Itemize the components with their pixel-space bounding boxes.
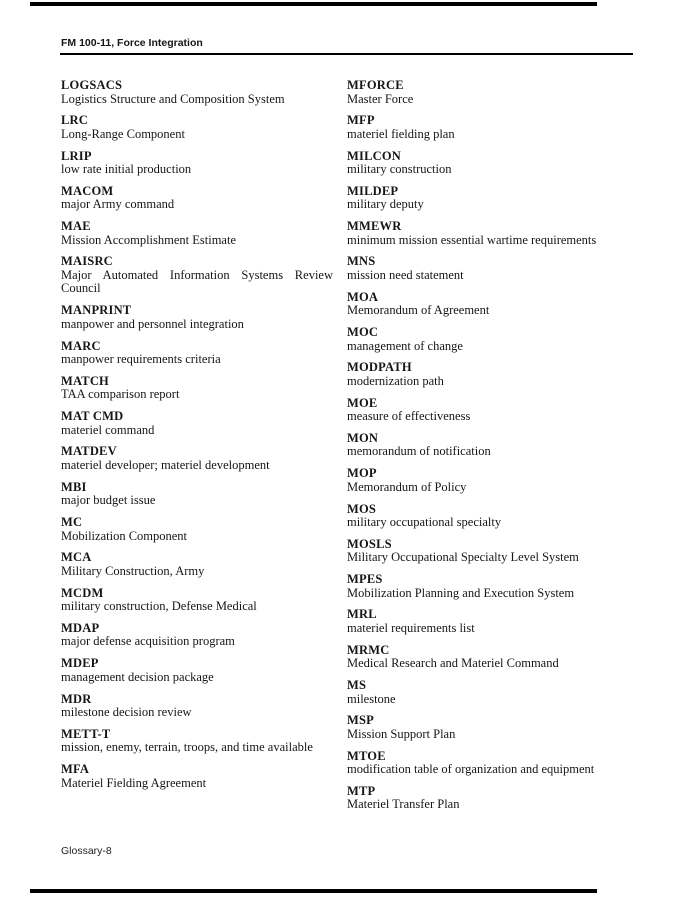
glossary-entry: [347, 255, 619, 282]
glossary-definition: Mobilization Planning and Execution System: [347, 585, 575, 600]
glossary-term: MTOE: [347, 748, 386, 763]
glossary-entry: [347, 467, 619, 494]
glossary-definition: mission need statement: [347, 267, 464, 282]
glossary-entry: [61, 304, 333, 331]
glossary-columns: [61, 79, 619, 820]
glossary-definition: Mission Support Plan: [347, 726, 456, 741]
glossary-term: MDR: [61, 691, 92, 706]
glossary-definition: military construction, Defense Medical: [61, 599, 257, 614]
glossary-definition: Military Construction, Army: [61, 563, 205, 578]
glossary-definition: military construction: [347, 162, 452, 177]
glossary-term: LRC: [61, 113, 88, 128]
glossary-entry: [61, 693, 333, 720]
glossary-entry: [61, 255, 333, 296]
glossary-entry: [347, 750, 619, 777]
glossary-column-right: [347, 79, 619, 820]
glossary-term: MFORCE: [347, 78, 404, 92]
glossary-definition: Memorandum of Agreement: [347, 303, 490, 318]
glossary-entry: [61, 763, 333, 790]
glossary-entry: [61, 516, 333, 543]
glossary-term: MAT CMD: [61, 409, 124, 424]
glossary-entry: [347, 185, 619, 212]
glossary-term: MFA: [61, 762, 90, 777]
glossary-definition: milestone: [347, 691, 396, 706]
glossary-definition: Long-Range Component: [61, 126, 185, 141]
glossary-term: MDEP: [61, 656, 99, 671]
glossary-entry: [61, 587, 333, 614]
glossary-term: MCA: [61, 550, 92, 565]
glossary-entry: [61, 622, 333, 649]
glossary-definition: modification table of organization and equipment: [347, 762, 595, 777]
glossary-entry: [61, 340, 333, 367]
glossary-entry: [347, 573, 619, 600]
glossary-term: MNS: [347, 254, 376, 269]
glossary-entry: [61, 185, 333, 212]
glossary-entry: [347, 326, 619, 353]
glossary-term: MMEWR: [347, 219, 402, 234]
glossary-entry: [61, 150, 333, 177]
glossary-term: MAE: [61, 219, 91, 234]
glossary-term: MODPATH: [347, 360, 412, 375]
glossary-term: MSP: [347, 713, 374, 728]
scan-artifact-top-bar: [30, 2, 597, 6]
glossary-term: MBI: [61, 479, 87, 494]
glossary-definition: military deputy: [347, 197, 424, 212]
glossary-term: METT-T: [61, 726, 111, 741]
glossary-definition: Medical Research and Materiel Command: [347, 656, 559, 671]
glossary-definition: modernization path: [347, 373, 444, 388]
glossary-entry: [347, 220, 619, 247]
glossary-definition: Memorandum of Policy: [347, 479, 467, 494]
glossary-term: MANPRINT: [61, 303, 132, 318]
glossary-term: MTP: [347, 783, 376, 798]
glossary-entry: [61, 410, 333, 437]
glossary-term: MOE: [347, 395, 378, 410]
glossary-definition: memorandum of notification: [347, 444, 491, 459]
glossary-term: MPES: [347, 572, 383, 587]
glossary-definition: major budget issue: [61, 493, 156, 508]
glossary-entry: [347, 714, 619, 741]
glossary-entry: [61, 79, 333, 106]
glossary-entry: [61, 481, 333, 508]
glossary-definition: manpower requirements criteria: [61, 352, 221, 367]
glossary-column-left: [61, 79, 333, 820]
glossary-term: MOA: [347, 289, 379, 304]
glossary-definition: military occupational specialty: [347, 515, 502, 530]
glossary-definition: mission, enemy, terrain, troops, and time available: [61, 740, 313, 755]
scan-artifact-bottom-bar: [30, 889, 597, 893]
glossary-definition: Master Force: [347, 91, 414, 106]
footer-page-number: Glossary-8: [61, 845, 112, 857]
glossary-entry: [347, 538, 619, 565]
glossary-definition: minimum mission essential wartime requirements: [347, 232, 597, 247]
glossary-definition: measure of effectiveness: [347, 409, 471, 424]
glossary-entry: [61, 445, 333, 472]
glossary-entry: [347, 503, 619, 530]
glossary-definition: Materiel Transfer Plan: [347, 797, 460, 812]
header-rule: [60, 53, 633, 55]
glossary-entry: [61, 657, 333, 684]
glossary-entry: [347, 397, 619, 424]
glossary-definition: Major Automated Information Systems Review Council: [61, 267, 333, 296]
glossary-term: LRIP: [61, 148, 92, 163]
glossary-definition: manpower and personnel integration: [61, 316, 244, 331]
glossary-definition: materiel command: [61, 422, 155, 437]
glossary-definition: Military Occupational Specialty Level System: [347, 550, 579, 565]
glossary-term: MON: [347, 430, 379, 445]
glossary-term: MC: [61, 515, 83, 530]
glossary-term: MATDEV: [61, 444, 117, 459]
glossary-definition: management of change: [347, 338, 463, 353]
glossary-entry: [61, 551, 333, 578]
glossary-entry: [61, 375, 333, 402]
glossary-entry: [61, 728, 333, 755]
glossary-entry: [347, 361, 619, 388]
glossary-definition: TAA comparison report: [61, 387, 180, 402]
glossary-entry: [347, 644, 619, 671]
glossary-entry: [347, 608, 619, 635]
glossary-term: MCDM: [61, 585, 104, 600]
glossary-entry: [347, 291, 619, 318]
glossary-term: MILDEP: [347, 183, 399, 198]
glossary-entry: [347, 432, 619, 459]
glossary-term: MRMC: [347, 642, 390, 657]
glossary-entry: [347, 79, 619, 106]
glossary-definition: low rate initial production: [61, 162, 192, 177]
glossary-term: MAISRC: [61, 254, 113, 269]
glossary-definition: Materiel Fielding Agreement: [61, 775, 207, 790]
glossary-term: MOSLS: [347, 536, 392, 551]
glossary-definition: milestone decision review: [61, 705, 192, 720]
glossary-term: MS: [347, 678, 367, 693]
glossary-term: MOC: [347, 325, 379, 340]
glossary-term: MOS: [347, 501, 377, 516]
glossary-definition: major Army command: [61, 197, 175, 212]
glossary-term: MOP: [347, 466, 377, 481]
glossary-definition: management decision package: [61, 669, 214, 684]
glossary-entry: [61, 220, 333, 247]
glossary-term: MDAP: [61, 620, 100, 635]
glossary-term: MILCON: [347, 148, 401, 163]
glossary-entry: [347, 679, 619, 706]
glossary-entry: [347, 785, 619, 812]
glossary-definition: materiel developer; materiel development: [61, 457, 270, 472]
glossary-definition: major defense acquisition program: [61, 634, 235, 649]
glossary-term: MACOM: [61, 183, 114, 198]
glossary-entry: [347, 150, 619, 177]
glossary-definition: materiel requirements list: [347, 620, 475, 635]
glossary-entry: [61, 114, 333, 141]
glossary-entry: [347, 114, 619, 141]
glossary-term: MRL: [347, 607, 377, 622]
glossary-definition: Mobilization Component: [61, 528, 188, 543]
glossary-definition: Mission Accomplishment Estimate: [61, 232, 236, 247]
glossary-definition: Logistics Structure and Composition System: [61, 91, 285, 106]
glossary-term: MARC: [61, 338, 101, 353]
running-header-title: FM 100-11, Force Integration: [61, 37, 203, 49]
glossary-definition: materiel fielding plan: [347, 126, 455, 141]
glossary-term: LOGSACS: [61, 78, 123, 92]
glossary-term: MFP: [347, 113, 375, 128]
glossary-term: MATCH: [61, 373, 109, 388]
